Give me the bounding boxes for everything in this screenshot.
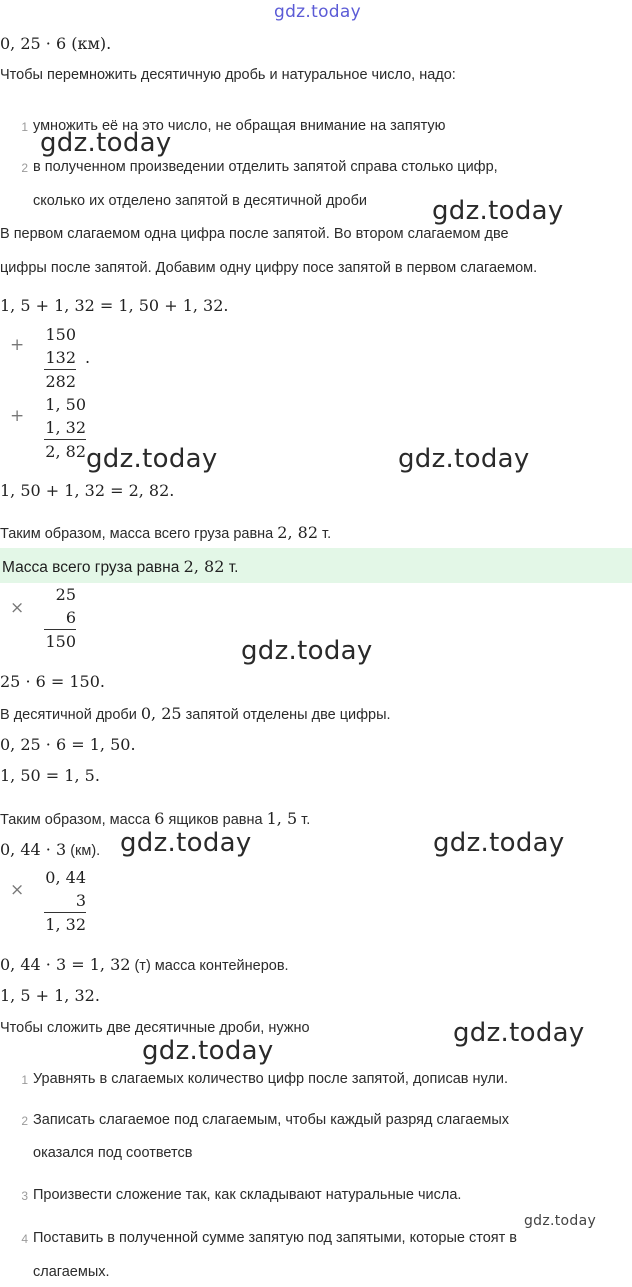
column-addition <box>44 323 76 393</box>
equation: 1, 5 + 1, 32. <box>0 986 100 1005</box>
sum: 282 <box>44 369 76 393</box>
text: запятой отделены две цифры. <box>185 707 391 723</box>
factor: 25 <box>55 585 76 604</box>
value: 2, 82 <box>183 557 225 576</box>
equation: 1, 5 + 1, 32 = 1, 50 + 1, 32. <box>0 296 229 315</box>
list-number: 1 <box>21 1073 28 1087</box>
list-number: 3 <box>21 1189 28 1203</box>
equation: 0, 44 · 3 = 1, 32 <box>0 955 131 974</box>
watermark: gdz.today <box>120 828 252 858</box>
addend: 1, 32 <box>45 418 86 437</box>
answer-text <box>2 557 238 577</box>
product: 1, 32 <box>44 912 86 936</box>
paragraph-line: В первом слагаемом одна цифра после запятой. Во втором слагаемом две <box>0 226 509 242</box>
conclusion-line <box>0 523 331 542</box>
paragraph-line: цифры после запятой. Добавим одну цифру посе запятой в первом слагаемом. <box>0 260 538 276</box>
column-multiplication <box>44 866 86 936</box>
equation: 25 · 6 = 150. <box>0 672 105 691</box>
equation: 1, 50 = 1, 5. <box>0 766 100 785</box>
watermark: gdz.today <box>432 196 564 226</box>
text: (т) масса контейнеров. <box>134 958 289 974</box>
watermark: gdz.today <box>40 128 172 158</box>
list-number: 2 <box>21 161 28 175</box>
list-item-continuation: слагаемых. <box>33 1264 110 1280</box>
addend: 132 <box>45 348 76 367</box>
list-item: умножить её на это число, не обращая внимание на запятую <box>33 118 446 134</box>
list-number: 4 <box>21 1232 28 1246</box>
list-number: 1 <box>21 120 28 134</box>
value: 0, 25 <box>140 704 182 723</box>
list-item: в полученном произведении отделить запятой справа столько цифр, <box>33 159 498 175</box>
text: В десятичной дроби <box>0 707 137 723</box>
watermark: gdz.today <box>86 444 218 474</box>
containers-line <box>0 955 289 974</box>
unit: (км). <box>70 843 101 859</box>
text: Таким образом, масса <box>0 812 151 828</box>
text: Масса всего груза равна <box>2 559 180 576</box>
list-item-continuation: оказался под соответсв <box>33 1145 193 1161</box>
equation: 0, 25 · 6 = 1, 50. <box>0 735 136 754</box>
column-addition <box>44 393 86 463</box>
list-item: Произвести сложение так, как складывают натуральные числа. <box>33 1187 462 1203</box>
value: 1, 5 <box>266 809 298 828</box>
watermark: gdz.today <box>453 1018 585 1048</box>
expression: 0, 44 · 3 <box>0 840 67 859</box>
factor: 0, 44 <box>45 868 86 887</box>
text: ящиков равна <box>168 812 263 828</box>
watermark-small: gdz.today <box>524 1213 597 1229</box>
watermark: gdz.today <box>142 1036 274 1066</box>
times-sign: × <box>10 598 25 618</box>
text: Таким образом, масса всего груза равна <box>0 526 274 542</box>
watermark: gdz.today <box>241 636 373 666</box>
factor: 3 <box>75 891 86 910</box>
watermark: gdz.today <box>433 828 565 858</box>
value: 6 <box>154 809 165 828</box>
factor: 6 <box>65 608 76 627</box>
list-item: Поставить в полученной сумме запятую под запятыми, которые стоят в <box>33 1230 517 1246</box>
boxes-conclusion <box>0 809 310 828</box>
decimal-note <box>0 704 391 723</box>
plus-sign: + <box>10 406 25 426</box>
unit: т. <box>301 812 311 828</box>
list-item: Записать слагаемое под слагаемым, чтобы каждый разряд слагаемых <box>33 1112 510 1128</box>
plus-sign: + <box>10 335 25 355</box>
expression-km: 0, 25 · 6 (км). <box>0 34 112 53</box>
rule-mult-intro: Чтобы перемножить десятичную дробь и натуральное число, надо: <box>0 67 456 83</box>
expression-km-2 <box>0 840 100 859</box>
list-item-continuation: сколько их отделено запятой в десятичной дроби <box>33 193 368 209</box>
watermark-top: gdz.today <box>274 2 361 22</box>
list-number: 2 <box>21 1114 28 1128</box>
product: 150 <box>44 629 76 653</box>
list-item: Уравнять в слагаемых количество цифр после запятой, дописав нули. <box>33 1071 509 1087</box>
trailing-dot: . <box>85 348 91 367</box>
unit: т. <box>228 559 239 576</box>
addend: 150 <box>45 325 76 344</box>
rule-add-intro: Чтобы сложить две десятичные дроби, нужно <box>0 1020 310 1036</box>
sum: 2, 82 <box>44 439 86 463</box>
watermark: gdz.today <box>398 444 530 474</box>
times-sign: × <box>10 880 25 900</box>
equation: 1, 50 + 1, 32 = 2, 82. <box>0 481 175 500</box>
column-multiplication <box>44 583 76 653</box>
addend: 1, 50 <box>45 395 86 414</box>
value: 2, 82 <box>277 523 318 542</box>
unit: т. <box>322 526 332 542</box>
